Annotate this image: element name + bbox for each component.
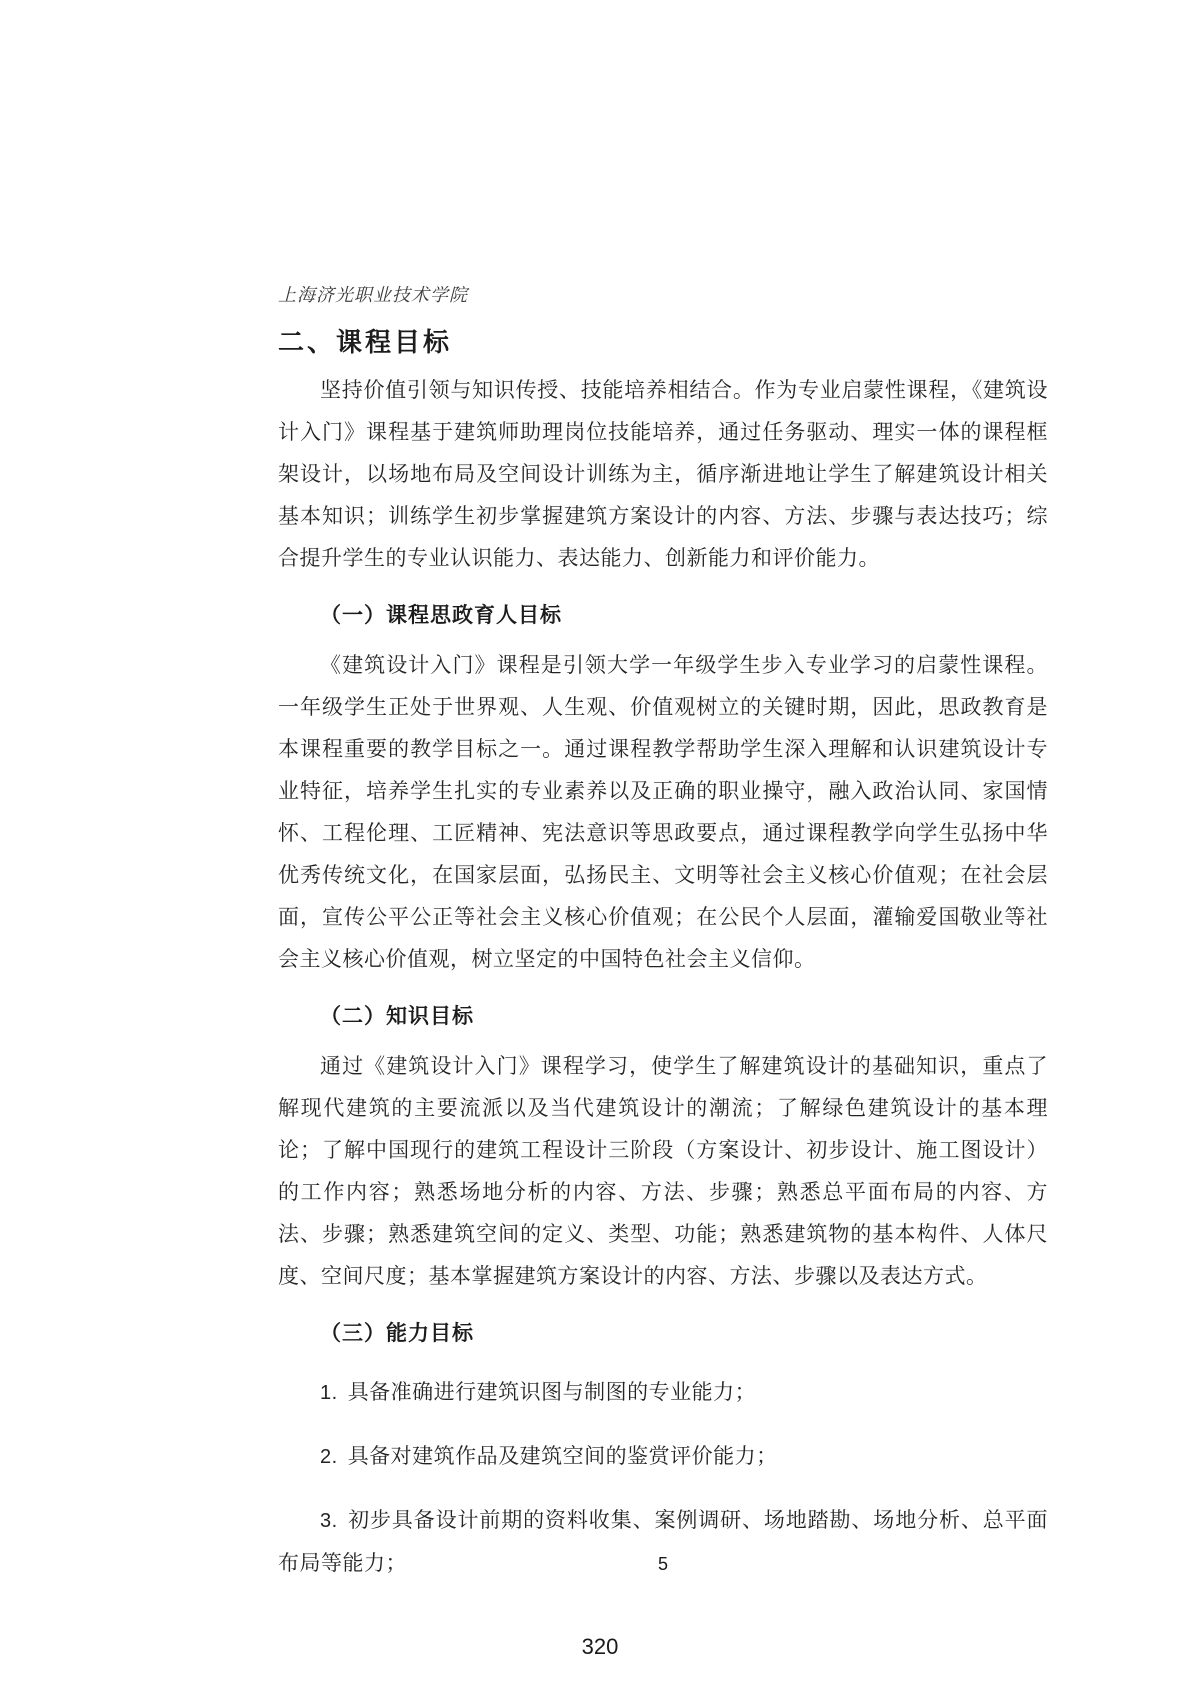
list-item-text-1: 具备准确进行建筑识图与制图的专业能力；	[347, 1380, 757, 1404]
pdf-page-number: 320	[581, 1634, 619, 1659]
subsection-body-1: 《建筑设计入门》课程是引领大学一年级学生步入专业学习的启蒙性课程。一年级学生正处于世界观、人生观、价值观树立的关键时期，因此，思政教育是本课程重要的教学目标之一。通过课程教学帮助学生深入理解和认识建筑设计专业特征，培养学生扎实的专业素养以及正确的职业操守，融入政治认同、家国情怀、工程伦理、工匠精神、宪法意识等思政要点，通过课程教学向学生弘扬中华优秀传统文化，在国家层面，弘扬民主、文明等社会主义核心价值观；在社会层面，宣传公平公正等社会主义核心价值观；在公民个人层面，灌输爱国敬业等社会主义核心价值观，树立坚定的中国特色社会主义信仰。	[278, 653, 1048, 971]
subsection-heading-1: （一）课程思政育人目标	[320, 604, 562, 627]
ability-list-item-2	[278, 1435, 1048, 1478]
inner-page-number: 5	[657, 1554, 668, 1574]
list-item-number-1: 1.	[320, 1382, 338, 1404]
subsection-heading-2: （二）知识目标	[320, 1005, 474, 1028]
list-item-text-3: 初步具备设计前期的资料收集、案例调研、场地踏勘、场地分析、总平面布局等能力；	[278, 1508, 1048, 1575]
list-item-text-2: 具备对建筑作品及建筑空间的鉴赏评价能力；	[347, 1444, 778, 1468]
ability-list-item-1	[278, 1371, 1048, 1414]
list-item-number-3: 3.	[320, 1510, 338, 1532]
section-title: 二、课程目标	[278, 327, 453, 357]
text-block	[278, 282, 1048, 1605]
subsection-heading-3: （三）能力目标	[320, 1322, 474, 1345]
subsection-body-2: 通过《建筑设计入门》课程学习，使学生了解建筑设计的基础知识，重点了解现代建筑的主要流派以及当代建筑设计的潮流；了解绿色建筑设计的基本理论；了解中国现行的建筑工程设计三阶段（方案设计、初步设计、施工图设计）的工作内容；熟悉场地分析的内容、方法、步骤；熟悉总平面布局的内容、方法、步骤；熟悉建筑空间的定义、类型、功能；熟悉建筑物的基本构件、人体尺度、空间尺度；基本掌握建筑方案设计的内容、方法、步骤以及表达方式。	[278, 1054, 1048, 1288]
list-item-number-2: 2.	[320, 1446, 338, 1468]
school-header: 上海济光职业技术学院	[278, 285, 468, 305]
intro-paragraph: 坚持价值引领与知识传授、技能培养相结合。作为专业启蒙性课程，《建筑设计入门》课程基于建筑师助理岗位技能培养，通过任务驱动、理实一体的课程框架设计，以场地布局及空间设计训练为主，循序渐进地让学生了解建筑设计相关基本知识；训练学生初步掌握建筑方案设计的内容、方法、步骤与表达技巧；综合提升学生的专业认识能力、表达能力、创新能力和评价能力。	[278, 378, 1048, 570]
